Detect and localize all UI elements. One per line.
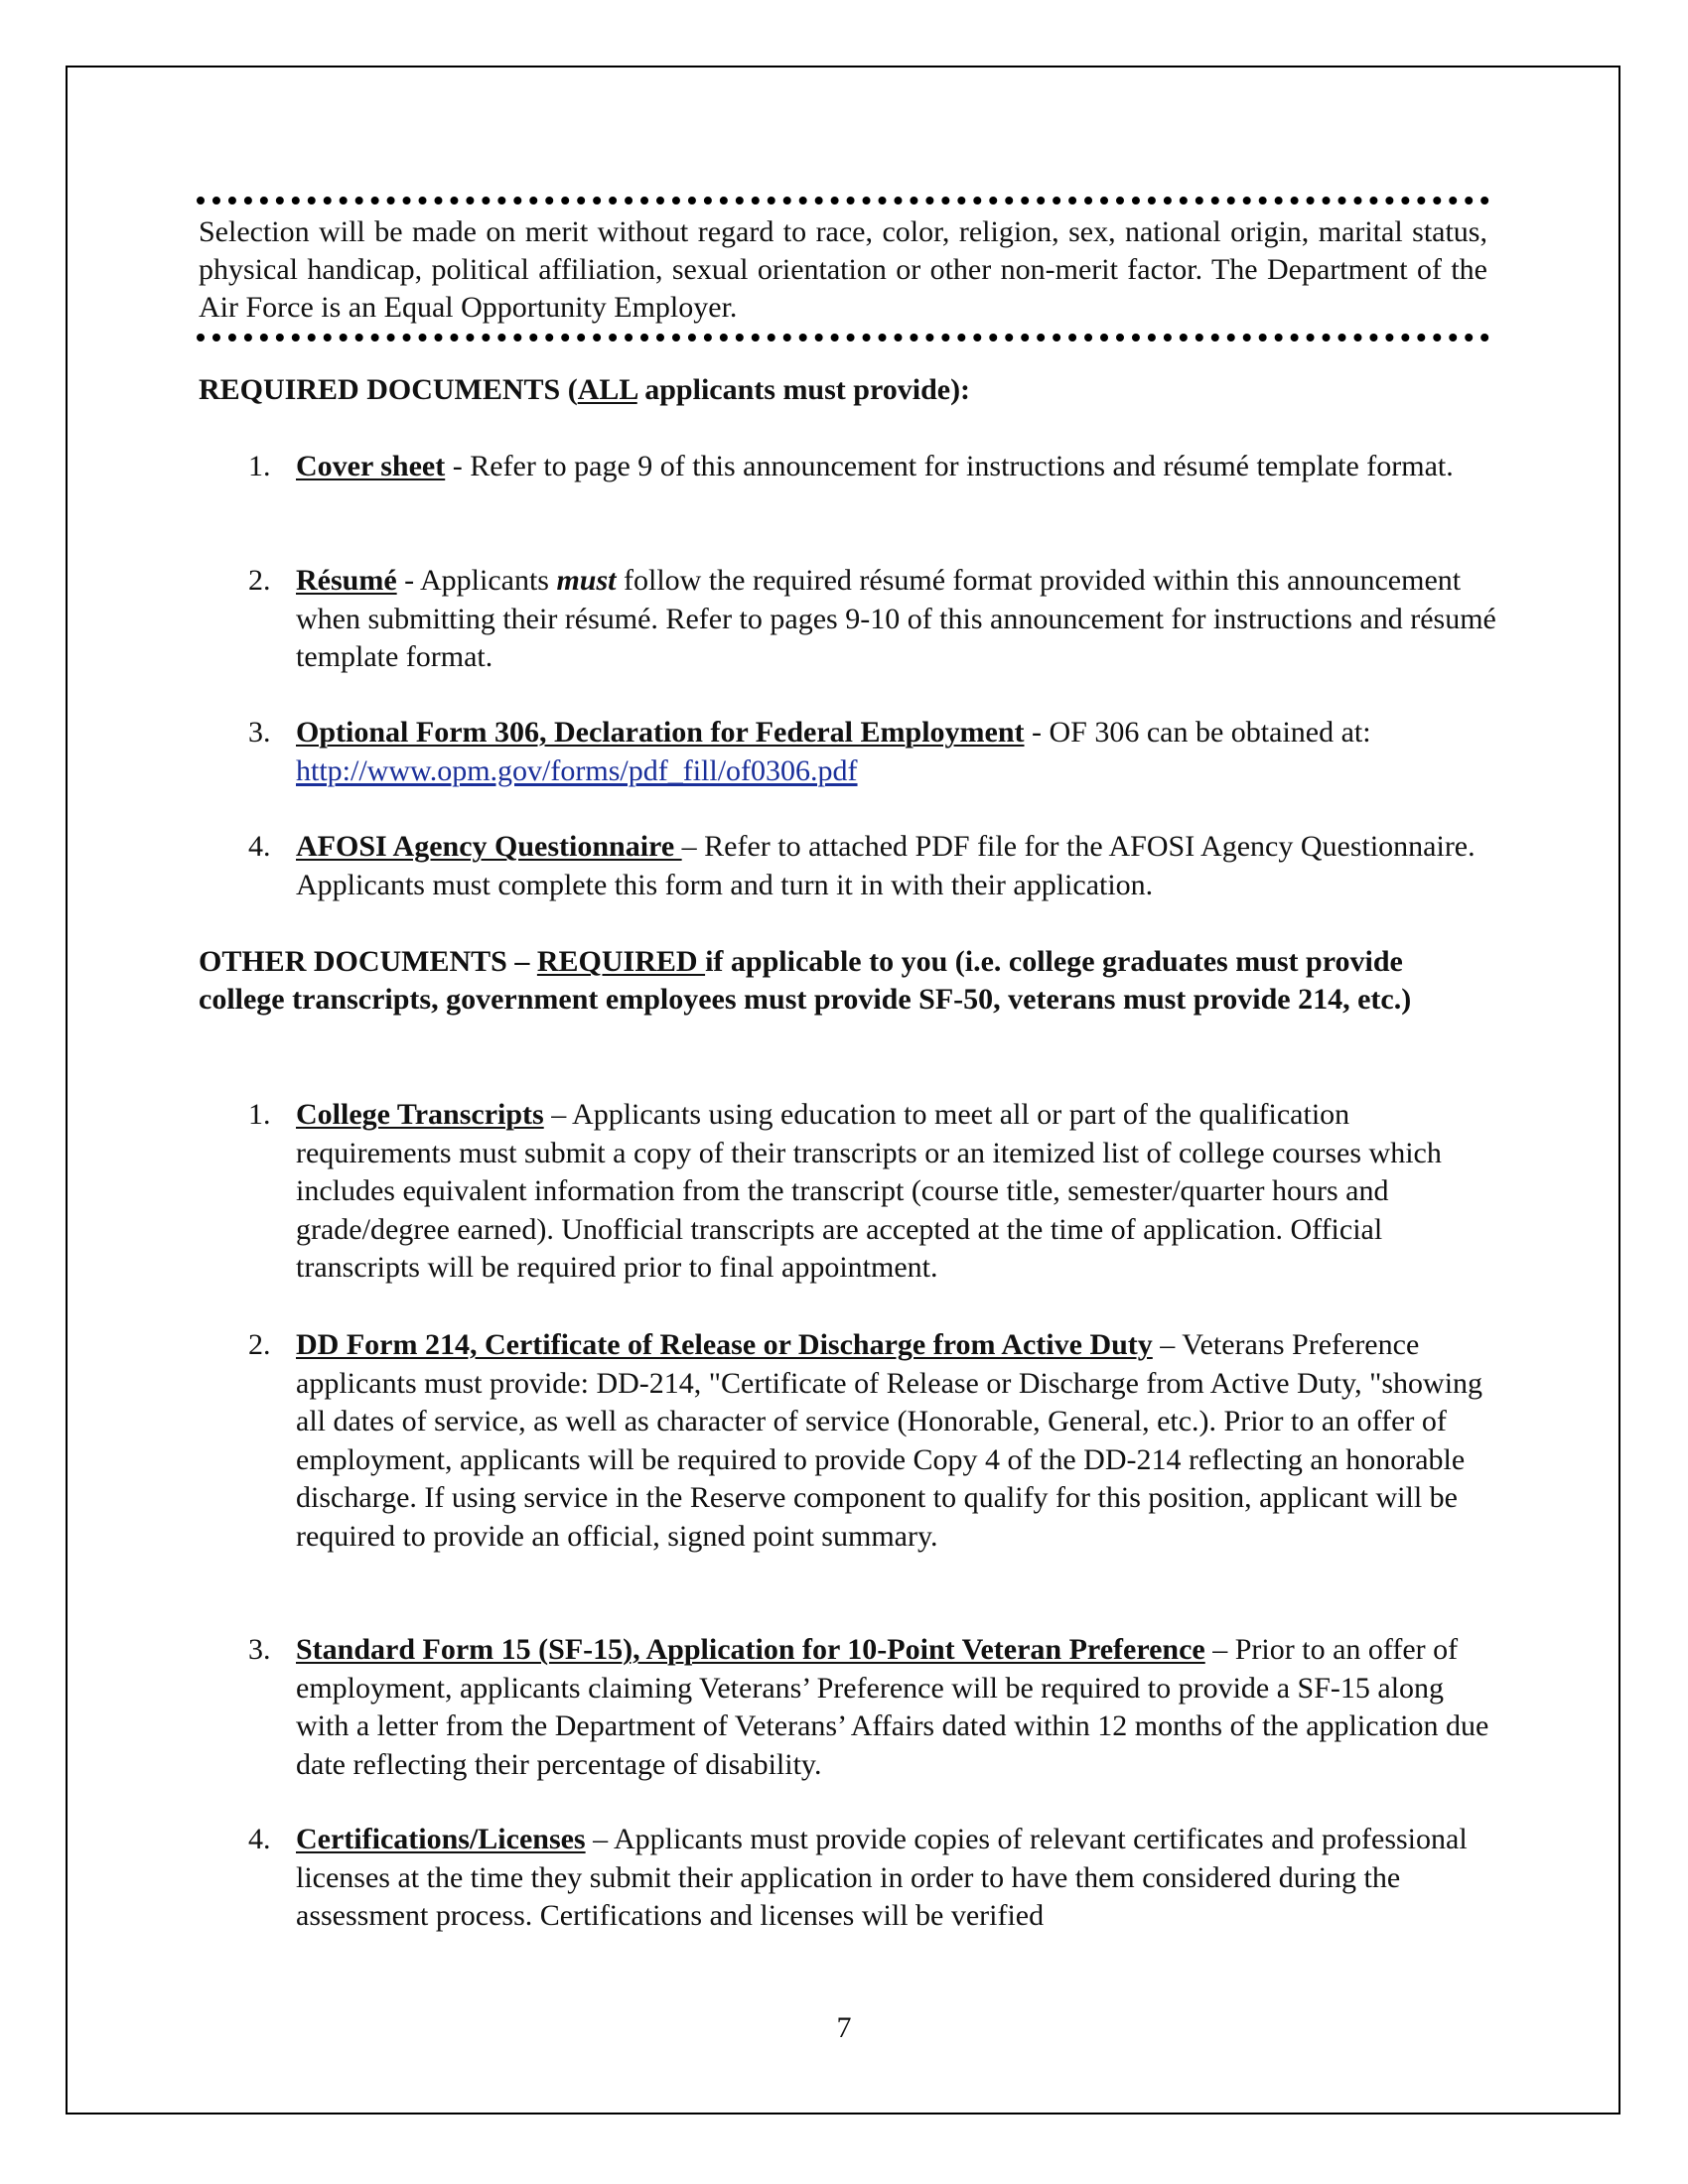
required-item-afosi-questionnaire: 4. AFOSI Agency Questionnaire – Refer to attached PDF file for the AFOSI Agency Questionnaire. Applicants must complete this form and turn it in with their application. [248,830,1476,901]
other-item-dd214: 2. DD Form 214, Certificate of Release or Discharge from Active Duty – Veterans Preference applicants must provide: DD-214, "Certificate of Release or Discharge from Active Duty, "showing all dates of service, as well as character of service (Honorable, General, etc.). Prior to an offer of employment, applicants will be required to provide Copy 4 of the DD-214 reflecting an honorable discharge. If using service in the Reserve component to qualify for this position, applicant will be required to provide an official, signed point summary. [248,1328,1483,1553]
item-title: DD Form 214, Certificate of Release or Discharge from Active Duty [296,1328,1153,1361]
other-item-sf15: 3. Standard Form 15 (SF-15), Application for 10-Point Veteran Preference – Prior to an offer of employment, applicants claiming Veterans’ Preference will be required to provide a SF-15 along with a letter from the Department of Veterans’ Affairs dated within 12 months of the application due date reflecting their percentage of disability. [248,1633,1489,1781]
required-item-of306: 3. Optional Form 306, Declaration for Federal Employment - OF 306 can be obtained at: http://www.opm.gov/forms/pdf_fill/of0306.pdf [248,716,1371,787]
of306-link[interactable]: http://www.opm.gov/forms/pdf_fill/of0306.pdf [296,753,858,787]
eeo-text: Selection will be made on merit without regard to race, color, religion, sex, national origin, marital status, physical handicap, political affiliation, sexual orientation or other non-merit factor. The Department of the Air Force is an Equal Opportunity Employer. [199,215,1487,324]
must-emphasis: must [556,564,617,597]
item-title: AFOSI Agency Questionnaire [296,830,682,863]
other-item-college-transcripts: 1. College Transcripts – Applicants using education to meet all or part of the qualification requirements must submit a copy of their transcripts or an itemized list of college courses which includes equivalent information from the transcript (course title, semester/quarter hours and grade/degree earned). Unofficial transcripts are accepted at the time of application. Official transcripts will be required prior to final appointment. [248,1098,1442,1284]
item-title: Certifications/Licenses [296,1823,586,1855]
page-number: 7 [836,2011,852,2044]
required-documents-heading: REQUIRED DOCUMENTS (ALL applicants must provide): [199,373,971,406]
other-item-certifications-licenses: 4. Certifications/Licenses – Applicants must provide copies of relevant certificates and professional licenses at the time they submit their application in order to have them considered during the assessment process. Certifications and licenses will be verified [248,1823,1468,1932]
other-documents-heading: OTHER DOCUMENTS – REQUIRED if applicable to you (i.e. college graduates must provide college transcripts, government employees must provide SF-50, veterans must provide 214, etc.) [199,945,1412,1016]
equal-opportunity-statement [197,197,1489,341]
item-title: College Transcripts [296,1098,544,1131]
item-title: Résumé [296,564,397,597]
item-title: Standard Form 15 (SF-15), Application for 10-Point Veteran Preference [296,1633,1205,1666]
item-title: Cover sheet [296,450,446,482]
required-item-cover-sheet: 1. Cover sheet - Refer to page 9 of this announcement for instructions and résumé template format. [248,450,1454,482]
required-item-resume: 2. Résumé - Applicants must follow the required résumé format provided within this announcement when submitting their résumé. Refer to pages 9-10 of this announcement for instructions and résumé template format. [248,564,1496,673]
item-title: Optional Form 306, Declaration for Federal Employment [296,716,1025,749]
